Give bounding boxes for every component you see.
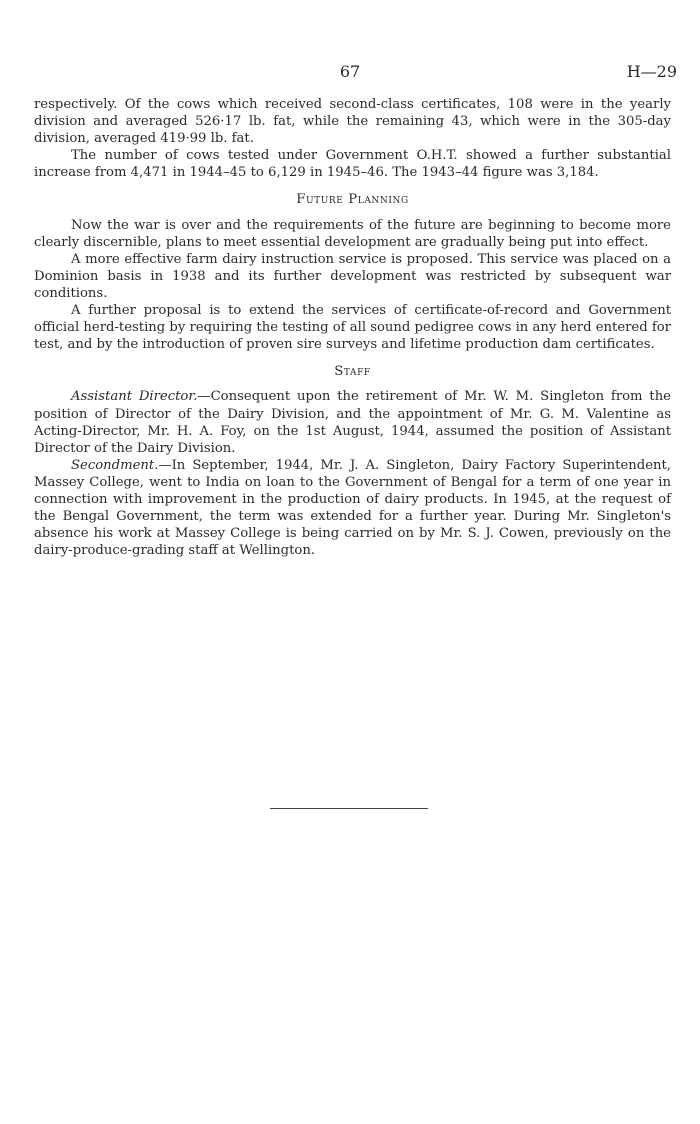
future-planning-paragraph-2: A more effective farm dairy instruction service is proposed. This service was placed on a Dominion basis in 1938 and its further development was restricted by subsequent war conditions. (34, 251, 671, 301)
assistant-director-text: —Consequent upon the retirement of Mr. W. M. Singleton from the position of Director of the Dairy Division, and the appointment of Mr. G. M. Valentine as Acting-Director, Mr. H. A. Foy, on the 1st August, 1944, assumed the position of Assistant Director of the Dairy Division. (34, 389, 671, 456)
assistant-director-paragraph (34, 388, 671, 456)
page-body (34, 96, 671, 559)
intro-paragraph-1: respectively. Of the cows which received second-class certificates, 108 were in the yearly division and averaged 526·17 lb. fat, while the remaining 43, which were in the 305-day division, averaged 419·99 lb. fat. (34, 97, 671, 147)
future-planning-heading: Future Planning (296, 192, 409, 208)
document-code: H—29 (626, 62, 677, 81)
secondment-paragraph (34, 457, 671, 560)
page-number: 67 (339, 62, 361, 81)
future-planning-paragraph-3: A further proposal is to extend the services of certificate-of-record and Government official herd-testing by requiring the testing of all sound pedigree cows in any herd entered for test, and by the introduction of proven sire surveys and lifetime production dam certificates. (34, 303, 671, 353)
future-planning-paragraph-1: Now the war is over and the requirements of the future are beginning to become more clearly discernible, plans to meet essential development are gradually being put into effect. (34, 217, 671, 250)
intro-paragraph-2: The number of cows tested under Government O.H.T. showed a further substantial increase from 4,471 in 1944–45 to 6,129 in 1945–46. The 1943–44 figure was 3,184. (34, 148, 671, 181)
staff-heading: Staff (334, 364, 371, 380)
secondment-text: —In September, 1944, Mr. J. A. Singleton, Dairy Factory Superintendent, Massey College, went to India on loan to the Government of Bengal for a term of one year in connection with improvement in the production of dairy products. In 1945, at the request of the Bengal Government, the term was extended for a further year. During Mr. Singleton's absence his work at Massey College is being carried on by Mr. S. J. Cowen, previously on the dairy-produce-grading staff at Wellington. (34, 457, 671, 559)
end-divider-rule (270, 808, 428, 809)
assistant-director-label: Assistant Director. (71, 389, 198, 405)
secondment-label: Secondment. (71, 457, 159, 473)
